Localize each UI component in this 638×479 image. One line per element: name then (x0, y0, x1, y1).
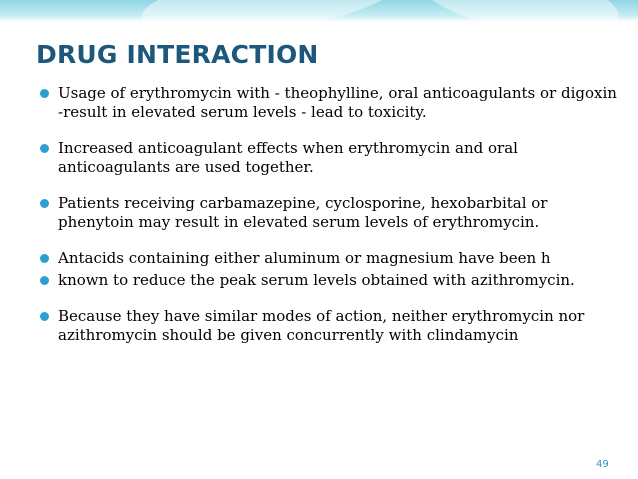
bullet-dot-icon (40, 312, 49, 321)
bullet-dot-icon (40, 199, 49, 208)
bullet-item (40, 194, 620, 232)
bullet-dot-icon (40, 276, 49, 285)
bullet-dot-icon (40, 89, 49, 98)
bullet-item (40, 84, 620, 122)
bullet-text: Increased anticoagulant effects when erythromycin and oral anticoagulants are used together. (58, 139, 518, 176)
bullet-text: Usage of erythromycin with - theophylline, oral anticoagulants or digoxin -result in elevated serum levels - lead to toxicity. (58, 84, 617, 121)
slide-title: DRUG INTERACTION (36, 40, 319, 69)
bullet-dot-icon (40, 254, 49, 263)
bullet-text: Antacids containing either aluminum or magnesium have been h (58, 249, 551, 267)
bullet-text: Patients receiving carbamazepine, cyclosporine, hexobarbital or phenytoin may result in elevated serum levels of erythromycin. (58, 194, 548, 231)
bullet-text: known to reduce the peak serum levels obtained with azithromycin. (58, 271, 575, 289)
bullet-item (40, 271, 620, 290)
header-decoration (0, 0, 638, 22)
bullet-dot-icon (40, 144, 49, 153)
page-number: 49 (596, 459, 609, 470)
bullet-item (40, 139, 620, 177)
bullet-item (40, 249, 620, 268)
bullet-item (40, 307, 620, 345)
bullet-list (40, 84, 620, 362)
bullet-text: Because they have similar modes of action, neither erythromycin nor azithromycin should be given concurrently with clindamycin (58, 307, 585, 344)
